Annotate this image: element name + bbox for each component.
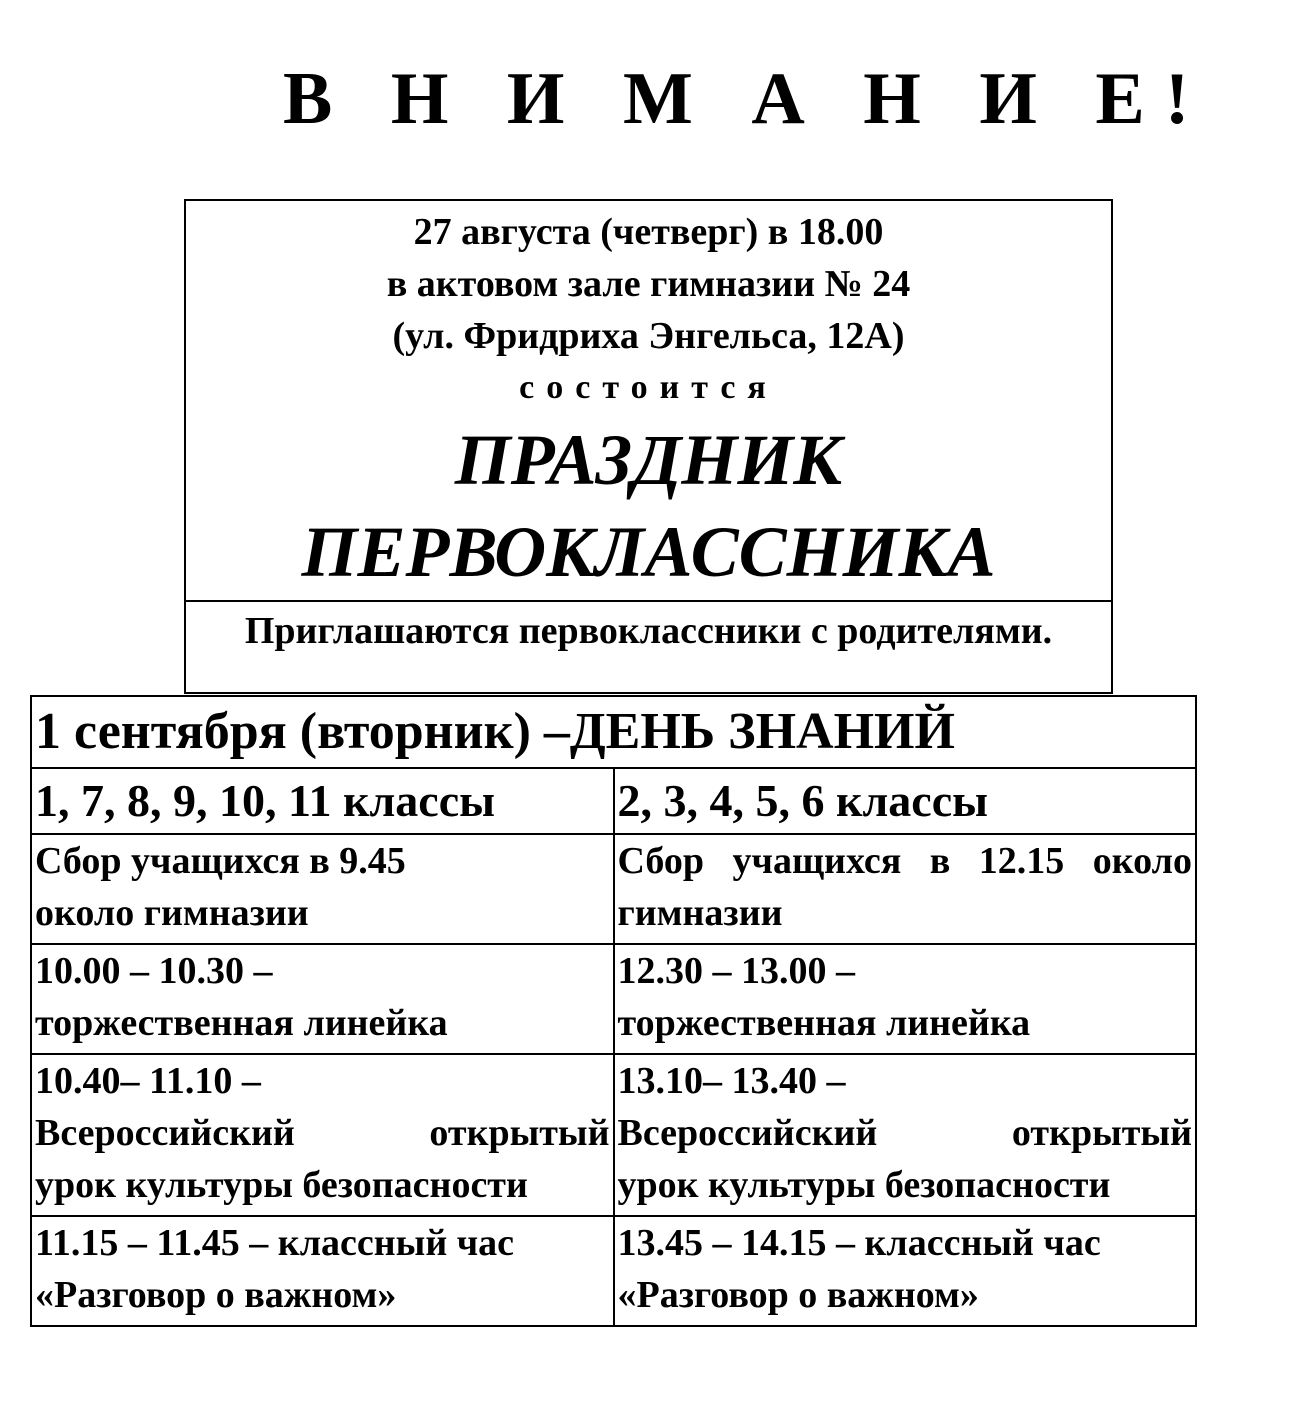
lesson-right-time: 13.10– 13.40 – [617,1060,846,1102]
talk-left-line2: «Разговор о важном» [35,1274,397,1316]
schedule-day-title: 1 сентября (вторник) –ДЕНЬ ЗНАНИЙ [31,696,1196,768]
talk-left [31,1216,614,1326]
gather-right-line2: гимназии [617,892,783,934]
talk-left-line1: 11.15 – 11.45 – классный час [35,1222,515,1264]
talk-right-line1: 13.45 – 14.15 – классный час [617,1222,1101,1264]
gather-right-line1: Сбор учащихся в 12.15 около [617,840,1192,882]
ceremony-left-name: торжественная линейка [35,1002,448,1044]
lesson-right [614,1054,1197,1216]
event-place: в актовом зале гимназии № 24 [386,263,911,305]
lesson-left-line1: Всероссийский открытый [35,1112,610,1154]
event-address: (ул. Фридриха Энгельса, 12А) [392,315,905,357]
gather-right [614,834,1197,944]
grades-left: 1, 7, 8, 9, 10, 11 классы [31,768,614,834]
table-row [31,1216,1196,1326]
schedule-table [30,695,1197,1327]
ceremony-left [31,944,614,1054]
table-row [31,944,1196,1054]
event-will-take-place: состоится [519,369,778,406]
event-date: 27 августа (четверг) в 18.00 [413,211,884,253]
gather-left-line1: Сбор учащихся в 9.45 [35,840,406,882]
invitation-text: Приглашаются первоклассники с родителями. [244,610,1053,652]
table-row [31,1054,1196,1216]
schedule-day-row [31,696,1196,768]
lesson-left-time: 10.40– 11.10 – [35,1060,261,1102]
invitation-box [184,600,1113,694]
talk-right [614,1216,1197,1326]
talk-right-line2: «Разговор о важном» [617,1274,979,1316]
event-title-line1: ПРАЗДНИК [454,420,843,500]
ceremony-right [614,944,1197,1054]
table-row [31,768,1196,834]
ceremony-right-name: торжественная линейка [617,1002,1031,1044]
lesson-right-line1: Всероссийский открытый [617,1112,1192,1154]
ceremony-left-time: 10.00 – 10.30 – [35,950,273,992]
ceremony-right-time: 12.30 – 13.00 – [617,950,855,992]
gather-left-line2: около гимназии [35,892,309,934]
lesson-left [31,1054,614,1216]
page-headline: В Н И М А Н И Е! [283,58,1210,140]
gather-left [31,834,614,944]
table-row [31,834,1196,944]
event-title-line2: ПЕРВОКЛАССНИКА [301,512,996,592]
lesson-left-line2: урок культуры безопасности [35,1164,528,1206]
grades-right: 2, 3, 4, 5, 6 классы [614,768,1197,834]
announcement-box [184,199,1113,602]
lesson-right-line2: урок культуры безопасности [617,1164,1111,1206]
